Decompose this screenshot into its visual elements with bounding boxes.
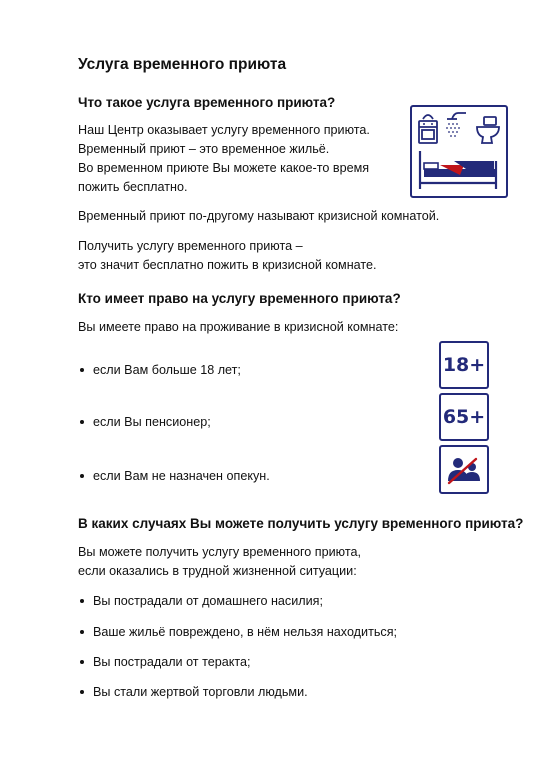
age-18-badge: 18+	[439, 341, 489, 389]
shelter-room-icon	[410, 105, 508, 198]
guardian-people-drawing	[444, 453, 484, 487]
section1-paragraph	[78, 121, 370, 197]
section-heading-who-has-right: Кто имеет право на услугу временного приюта?	[78, 291, 401, 306]
list-item-text: если Вы пенсионер;	[93, 415, 211, 429]
text-line: Наш Центр оказывает услугу временного приюта.	[78, 123, 370, 137]
list-item	[80, 625, 397, 639]
text-line: если оказались в трудной жизненной ситуации:	[78, 564, 357, 578]
list-item	[80, 594, 323, 608]
list-item-text: если Вам больше 18 лет;	[93, 363, 241, 377]
bullet-dot	[80, 599, 84, 603]
list-item	[80, 415, 211, 429]
shelter-room-drawing	[414, 109, 504, 195]
section2-intro: Вы имеете право на проживание в кризисной комнате:	[78, 320, 399, 334]
list-item	[80, 685, 308, 699]
text-line: это значит бесплатно пожить в кризисной комнате.	[78, 258, 377, 272]
bullet-dot	[80, 630, 84, 634]
bullet-dot	[80, 368, 84, 372]
text-line: Вы можете получить услугу временного приюта,	[78, 545, 361, 559]
section1-paragraph-3	[78, 237, 377, 275]
list-item-text: если Вам не назначен опекун.	[93, 469, 270, 483]
section1-paragraph-2: Временный приют по-другому называют кризисной комнатой.	[78, 209, 440, 223]
text-line: пожить бесплатно.	[78, 180, 188, 194]
section-heading-in-which-cases: В каких случаях Вы можете получить услугу временного приюта?	[78, 516, 524, 531]
age-65-badge: 65+	[439, 393, 489, 441]
page-title: Услуга временного приюта	[78, 56, 287, 73]
bullet-dot	[80, 660, 84, 664]
section3-intro	[78, 543, 361, 581]
list-item-text: Вы стали жертвой торговли людьми.	[93, 685, 308, 699]
section-heading-what-is: Что такое услуга временного приюта?	[78, 95, 336, 110]
list-item	[80, 363, 241, 377]
list-item	[80, 655, 251, 669]
list-item-text: Вы пострадали от теракта;	[93, 655, 251, 669]
bullet-dot	[80, 420, 84, 424]
text-line: Во временном приюте Вы можете какое-то время	[78, 161, 370, 175]
bullet-dot	[80, 474, 84, 478]
list-item-text: Вы пострадали от домашнего насилия;	[93, 594, 323, 608]
no-guardian-icon	[439, 445, 489, 494]
list-item	[80, 469, 270, 483]
text-line: Временный приют – это временное жильё.	[78, 142, 330, 156]
text-line: Получить услугу временного приюта –	[78, 239, 303, 253]
list-item-text: Ваше жильё повреждено, в нём нельзя находиться;	[93, 625, 398, 639]
bullet-dot	[80, 690, 84, 694]
